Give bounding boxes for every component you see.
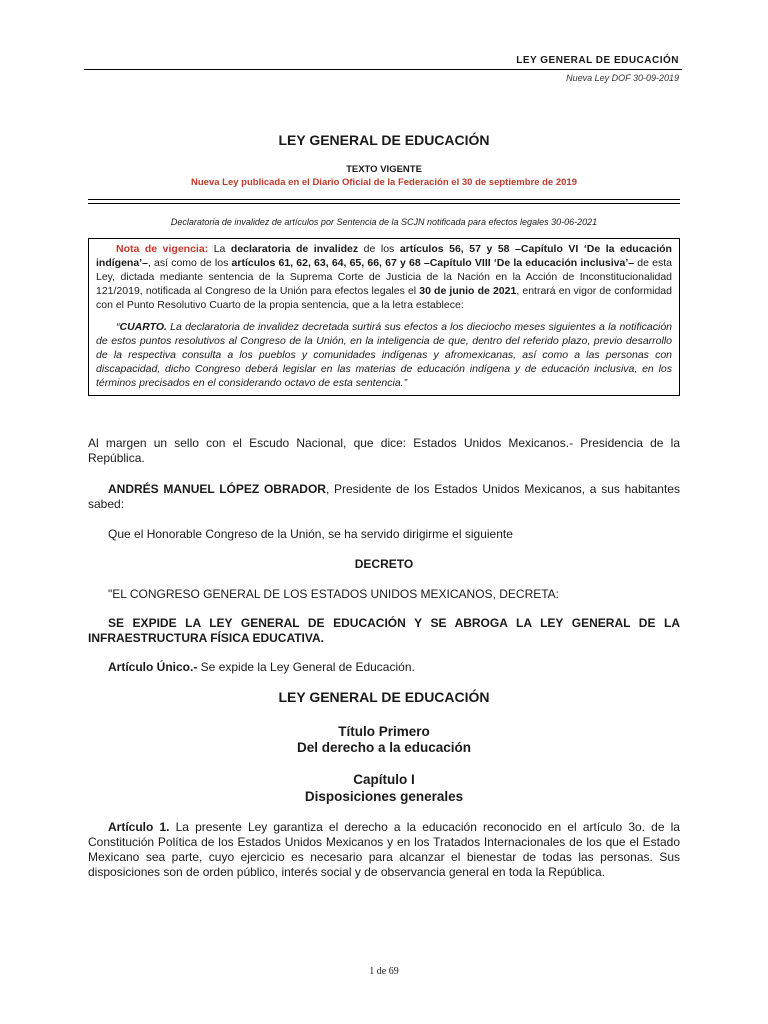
declaratoria-note: Declaratoria de invalidez de artículos por Sentencia de la SCJN notificada para efectos legales 30-06-2021: [170, 217, 598, 227]
president-text: , Presidente de los Estados Unidos Mexicanos, a sus habitantes sabed:: [88, 482, 680, 511]
articulo-unico-text: Se expide la Ley General de Educación.: [197, 660, 415, 674]
title-heading: Título Primero: [338, 724, 430, 739]
validity-note-label: Nota de vigencia:: [116, 243, 209, 255]
margin-seal-paragraph: Al margen un sello con el Escudo Nacional, que dice: Estados Unidos Mexicanos.- Presidencia de la República.: [88, 436, 680, 465]
quote-text: La declaratoria de invalidez decretada surtirá sus efectos a los dieciocho meses siguientes a la notificación de estos puntos resolutivos al Congreso de la Unión, en la inteligencia de que, dentro del referido plazo, previo desarrollo de la respectiva consulta a los pueblos y comunidades indígenas y afromexicanas, así como a las personas con discapacidad, dicho Congreso deberá legislar en las materias de educación indígena y de educación inclusiva, en los términos precisados en el considerando octavo de esta sentencia.”: [96, 321, 672, 389]
article-1-label: Artículo 1.: [108, 820, 170, 834]
decreta-paragraph: "EL CONGRESO GENERAL DE LOS ESTADOS UNIDOS MEXICANOS, DECRETA:: [108, 587, 560, 601]
validity-note-box: [88, 238, 680, 396]
note-text-2: de los: [358, 243, 400, 255]
article-1-text: La presente Ley garantiza el derecho a la educación reconocido en el artículo 3o. de la Constitución Política de los Estados Unidos Mexicanos y en los Tratados Internacionales de los que el Estado Mexicano sea parte, cuyo ejercicio es necesario para alcanzar el bienestar de todas las personas. Sus disposiciones son de orden público, interés social y de observancia general en toda la República.: [88, 820, 680, 879]
resolution-quote: [96, 320, 672, 390]
note-text-4: de esta Ley, dictada mediante sentencia de la Suprema Corte de Justicia de la Nación en la Acción de Inconstitucionalidad 121/2019, notificada al Congreso de la Unión para efectos legales el: [96, 257, 672, 297]
note-bold-2: artículos 56, 57 y 58 –Capítulo VI ‘De la educación indígena’–: [96, 243, 672, 269]
document-title: LEY GENERAL DE EDUCACIÓN: [278, 132, 490, 148]
quote-open: “: [116, 321, 120, 333]
note-text-3: , así como de los: [147, 257, 232, 269]
articulo-unico-label: Artículo Único.-: [108, 660, 198, 674]
validity-note-paragraph: [96, 242, 672, 312]
note-bold-4: 30 de junio de 2021: [419, 285, 517, 297]
note-text-5: , entrará en vigor de conformidad con el Punto Resolutivo Cuarto de la propia sentencia, que a la letra establece:: [96, 285, 672, 311]
note-bold-3: artículos 61, 62, 63, 64, 65, 66, 67 y 68 –Capítulo VIII ‘De la educación inclusiva’–: [231, 257, 635, 269]
expide-paragraph: SE EXPIDE LA LEY GENERAL DE EDUCACIÓN Y SE ABROGA LA LEY GENERAL DE LA INFRAESTRUCTURA FÍSICA EDUCATIVA.: [88, 616, 680, 645]
decreto-heading: DECRETO: [354, 557, 414, 571]
note-bold-1: declaratoria de invalidez: [230, 243, 359, 255]
running-header-subtitle: Nueva Ley DOF 30-09-2019: [566, 73, 679, 83]
running-header-title: LEY GENERAL DE EDUCACIÓN: [516, 55, 679, 66]
president-name: ANDRÉS MANUEL LÓPEZ OBRADOR: [108, 482, 326, 496]
chapter-name-heading: Disposiciones generales: [304, 789, 464, 804]
article-1-paragraph: [88, 820, 680, 880]
law-heading: LEY GENERAL DE EDUCACIÓN: [278, 689, 490, 705]
president-paragraph: [88, 482, 680, 512]
title-name-heading: Del derecho a la educación: [296, 740, 472, 755]
header-rule: [84, 69, 682, 70]
status-label: TEXTO VIGENTE: [346, 164, 422, 175]
chapter-heading: Capítulo I: [353, 772, 415, 787]
note-text-1: La: [208, 243, 231, 255]
double-rule: [88, 199, 680, 204]
page-number: 1 de 69: [369, 966, 399, 977]
articulo-unico-paragraph: [88, 660, 680, 675]
congress-paragraph: Que el Honorable Congreso de la Unión, se ha servido dirigirme el siguiente: [108, 527, 513, 541]
publication-note: Nueva Ley publicada en el Diario Oficial de la Federación el 30 de septiembre de 2019: [191, 177, 577, 188]
quote-bold: CUARTO.: [119, 321, 167, 333]
